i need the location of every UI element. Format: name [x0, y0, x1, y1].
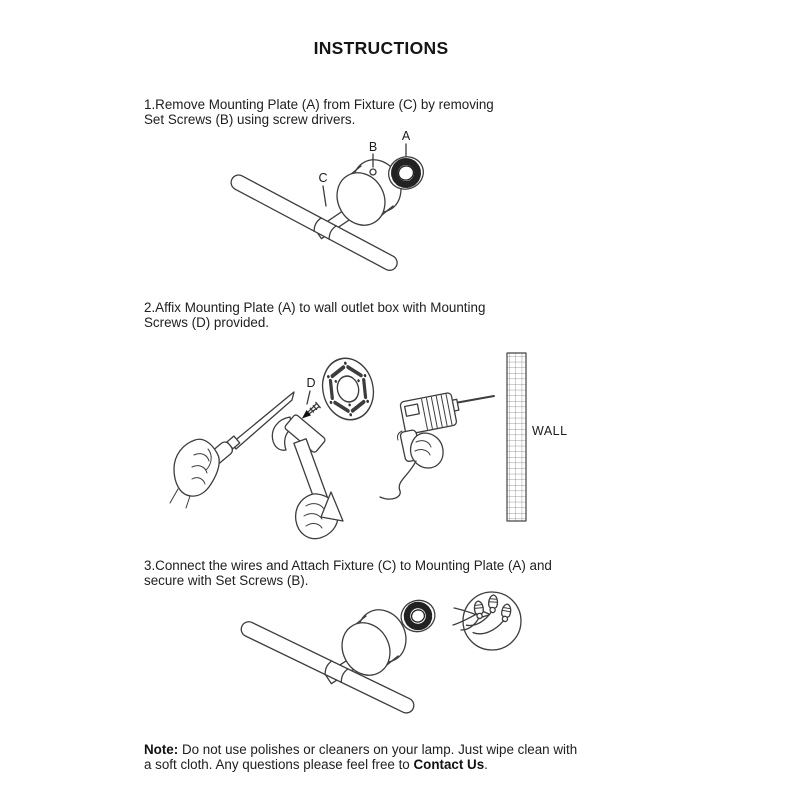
step2-line-2: Screws (D) provided. — [144, 314, 270, 330]
step3-text — [144, 559, 552, 588]
step2-diagram — [150, 345, 580, 545]
label-d: D — [306, 376, 316, 390]
hand-with-hammer — [272, 414, 343, 539]
note-line-1: Note: Do not use polishes or cleaners on your lamp. Just wipe clean with — [144, 742, 578, 757]
step1-line-2: Set Screws (B) using screw drivers. — [144, 111, 356, 127]
step1-line-1: 1.Remove Mounting Plate (A) from Fixture (C) by removing — [144, 97, 494, 112]
hand-with-screwdriver — [170, 392, 294, 508]
note-line-2: a soft cloth. Any questions please feel free to Contact Us. — [144, 757, 488, 773]
contact-us-link[interactable]: Contact Us — [413, 757, 485, 773]
care-note — [144, 742, 577, 772]
step1-text — [144, 98, 494, 127]
label-b: B — [368, 140, 378, 154]
note-label: Note: — [144, 742, 179, 757]
page-title: INSTRUCTIONS — [313, 38, 449, 58]
step3-line-1: 3.Connect the wires and Attach Fixture (C) to Mounting Plate (A) and — [144, 558, 552, 573]
set-screw — [370, 169, 376, 175]
mounting-screw — [300, 391, 321, 421]
wall — [507, 353, 526, 521]
power-cord — [380, 461, 416, 499]
step1-diagram — [225, 126, 455, 278]
step3-line-2: secure with Set Screws (B). — [144, 572, 309, 588]
drill-bit — [455, 396, 494, 403]
step2-text — [144, 301, 485, 330]
mounting-plate — [316, 353, 380, 425]
label-c: C — [318, 171, 328, 185]
label-a: A — [401, 129, 411, 143]
step2-line-1: 2.Affix Mounting Plate (A) to wall outlet box with Mounting — [144, 300, 486, 315]
wall-label: WALL — [532, 424, 568, 438]
step3-diagram — [230, 588, 552, 720]
hand-with-drill — [380, 392, 494, 499]
